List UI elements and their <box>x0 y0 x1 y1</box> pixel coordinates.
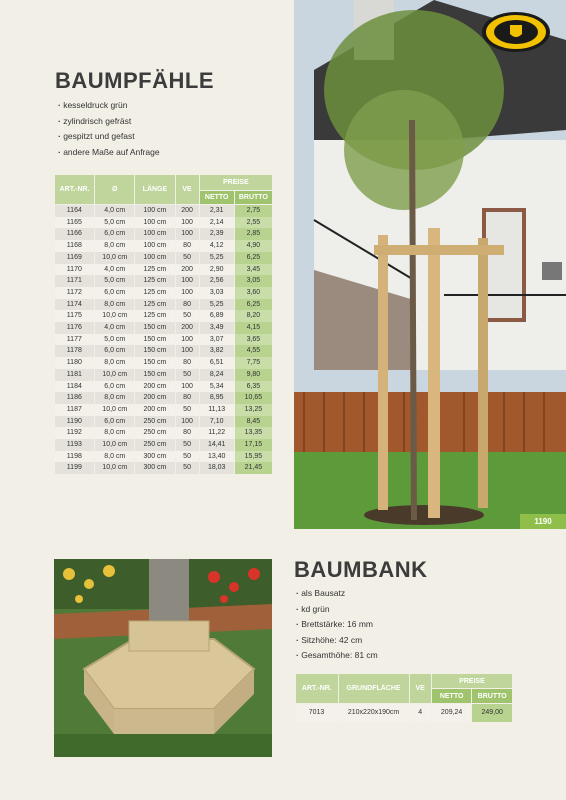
table-cell: 1164 <box>55 205 95 217</box>
table-cell: 6,25 <box>234 252 272 264</box>
table-cell: 125 cm <box>135 275 175 287</box>
tree-bench-illustration <box>54 559 272 757</box>
table-cell: 2,90 <box>199 264 234 276</box>
col-header-art: ART.-NR. <box>296 674 339 704</box>
table-row <box>55 404 273 416</box>
table-cell: 50 <box>175 252 199 264</box>
table-cell: 2,55 <box>234 217 272 229</box>
table-cell: 250 cm <box>135 427 175 439</box>
feature-list-baumpfaehle <box>58 98 160 160</box>
table-cell: 100 cm <box>135 252 175 264</box>
feature-item: · kesseldruck grün <box>58 98 160 114</box>
table-cell: 3,49 <box>199 322 234 334</box>
table-cell: 4 <box>409 704 431 723</box>
table-cell: 21,45 <box>234 462 272 474</box>
table-cell: 4,90 <box>234 240 272 252</box>
col-header-preise: PREISE <box>431 674 512 689</box>
table-cell: 10,0 cm <box>95 369 135 381</box>
table-cell: 1175 <box>55 310 95 322</box>
col-header-diameter: Ø <box>95 175 135 205</box>
table-cell: 50 <box>175 310 199 322</box>
feature-list-baumbank <box>296 586 378 664</box>
table-cell: 6,0 cm <box>95 228 135 240</box>
table-cell: 11,22 <box>199 427 234 439</box>
table-cell: 6,25 <box>234 299 272 311</box>
table-cell: 2,39 <box>199 228 234 240</box>
table-row <box>55 299 273 311</box>
table-row <box>55 357 273 369</box>
table-cell: 1193 <box>55 439 95 451</box>
col-header-brutto: BRUTTO <box>472 689 513 704</box>
table-cell: 10,0 cm <box>95 252 135 264</box>
table-row <box>296 704 513 723</box>
table-cell: 2,85 <box>234 228 272 240</box>
table-cell: 15,95 <box>234 451 272 463</box>
table-cell: 1198 <box>55 451 95 463</box>
table-cell: 6,0 cm <box>95 287 135 299</box>
table-cell: 200 <box>175 264 199 276</box>
table-cell: 1192 <box>55 427 95 439</box>
table-cell: 8,0 cm <box>95 451 135 463</box>
table-cell: 1199 <box>55 462 95 474</box>
table-cell: 100 <box>175 345 199 357</box>
table-cell: 1170 <box>55 264 95 276</box>
table-cell: 8,0 cm <box>95 299 135 311</box>
table-cell: 1165 <box>55 217 95 229</box>
table-cell: 1174 <box>55 299 95 311</box>
feature-item: · als Bausatz <box>296 586 378 602</box>
photo-tree-stakes <box>294 0 566 529</box>
table-cell: 3,03 <box>199 287 234 299</box>
table-row <box>55 381 273 393</box>
table-cell: 250 cm <box>135 416 175 428</box>
table-cell: 1186 <box>55 392 95 404</box>
table-cell: 1166 <box>55 228 95 240</box>
col-header-preise: PREISE <box>199 175 272 191</box>
table-cell: 200 cm <box>135 404 175 416</box>
price-table-body <box>296 704 513 723</box>
photo-tree-bench <box>54 559 272 757</box>
table-cell: 125 cm <box>135 264 175 276</box>
feature-item: · Gesamthöhe: 81 cm <box>296 648 378 664</box>
table-cell: 14,41 <box>199 439 234 451</box>
table-cell: 7013 <box>296 704 339 723</box>
table-row <box>55 345 273 357</box>
table-row <box>55 240 273 252</box>
feature-item: · Brettstärke: 16 mm <box>296 617 378 633</box>
table-cell: 1187 <box>55 404 95 416</box>
photo-caption-tag: 1190 <box>520 514 566 529</box>
table-row <box>55 439 273 451</box>
table-cell: 100 cm <box>135 217 175 229</box>
table-row <box>55 427 273 439</box>
table-cell: 8,95 <box>199 392 234 404</box>
table-row <box>55 334 273 346</box>
table-cell: 100 <box>175 287 199 299</box>
table-cell: 1190 <box>55 416 95 428</box>
table-cell: 1178 <box>55 345 95 357</box>
col-header-ve: VE <box>175 175 199 205</box>
table-cell: 6,35 <box>234 381 272 393</box>
table-cell: 8,20 <box>234 310 272 322</box>
table-cell: 10,0 cm <box>95 462 135 474</box>
table-cell: 10,65 <box>234 392 272 404</box>
table-cell: 2,14 <box>199 217 234 229</box>
table-cell: 17,15 <box>234 439 272 451</box>
feature-item: · gespitzt und gefast <box>58 129 160 145</box>
table-cell: 10,0 cm <box>95 439 135 451</box>
table-cell: 80 <box>175 427 199 439</box>
col-header-ve: VE <box>409 674 431 704</box>
table-cell: 4,0 cm <box>95 322 135 334</box>
table-cell: 13,40 <box>199 451 234 463</box>
chromfrei-badge <box>480 10 552 54</box>
table-cell: 1171 <box>55 275 95 287</box>
table-cell: 3,82 <box>199 345 234 357</box>
table-cell: 8,0 cm <box>95 357 135 369</box>
table-cell: 125 cm <box>135 299 175 311</box>
table-cell: 8,45 <box>234 416 272 428</box>
table-cell: 80 <box>175 357 199 369</box>
table-cell: 7,75 <box>234 357 272 369</box>
table-cell: 5,0 cm <box>95 217 135 229</box>
table-cell: 249,00 <box>472 704 513 723</box>
table-cell: 1180 <box>55 357 95 369</box>
table-cell: 50 <box>175 462 199 474</box>
table-row <box>55 322 273 334</box>
table-cell: 50 <box>175 439 199 451</box>
table-cell: 4,12 <box>199 240 234 252</box>
col-header-length: LÄNGE <box>135 175 175 205</box>
table-cell: 3,45 <box>234 264 272 276</box>
table-row <box>55 275 273 287</box>
table-cell: 80 <box>175 392 199 404</box>
table-cell: 11,13 <box>199 404 234 416</box>
table-row <box>55 310 273 322</box>
table-cell: 100 <box>175 275 199 287</box>
table-cell: 80 <box>175 240 199 252</box>
table-cell: 8,0 cm <box>95 427 135 439</box>
table-cell: 9,80 <box>234 369 272 381</box>
table-cell: 300 cm <box>135 462 175 474</box>
table-cell: 200 cm <box>135 392 175 404</box>
feature-item: · andere Maße auf Anfrage <box>58 145 160 161</box>
col-header-netto: NETTO <box>431 689 472 704</box>
table-cell: 209,24 <box>431 704 472 723</box>
table-cell: 3,60 <box>234 287 272 299</box>
table-cell: 100 cm <box>135 240 175 252</box>
table-row <box>55 252 273 264</box>
table-cell: 4,15 <box>234 322 272 334</box>
price-table-baumbank <box>295 673 513 722</box>
table-cell: 2,75 <box>234 205 272 217</box>
table-cell: 100 <box>175 217 199 229</box>
table-cell: 8,24 <box>199 369 234 381</box>
table-cell: 4,0 cm <box>95 205 135 217</box>
feature-item: · kd grün <box>296 602 378 618</box>
table-cell: 4,0 cm <box>95 264 135 276</box>
table-cell: 1177 <box>55 334 95 346</box>
table-cell: 5,0 cm <box>95 334 135 346</box>
table-cell: 6,0 cm <box>95 381 135 393</box>
table-row <box>55 228 273 240</box>
table-cell: 7,10 <box>199 416 234 428</box>
table-cell: 210x220x190cm <box>338 704 409 723</box>
table-cell: 200 <box>175 322 199 334</box>
col-header-netto: NETTO <box>199 191 234 205</box>
table-cell: 3,05 <box>234 275 272 287</box>
table-cell: 5,25 <box>199 299 234 311</box>
table-cell: 125 cm <box>135 287 175 299</box>
table-cell: 150 cm <box>135 322 175 334</box>
chromfrei-badge-graphic <box>480 10 552 54</box>
table-row <box>55 264 273 276</box>
price-table-baumpfaehle <box>54 174 273 474</box>
table-cell: 1169 <box>55 252 95 264</box>
table-cell: 3,65 <box>234 334 272 346</box>
table-cell: 13,25 <box>234 404 272 416</box>
feature-item: · Sitzhöhe: 42 cm <box>296 633 378 649</box>
table-cell: 6,89 <box>199 310 234 322</box>
table-cell: 100 <box>175 228 199 240</box>
feature-item: · zylindrisch gefräst <box>58 114 160 130</box>
table-cell: 1168 <box>55 240 95 252</box>
table-cell: 125 cm <box>135 310 175 322</box>
table-cell: 5,25 <box>199 252 234 264</box>
table-cell: 150 cm <box>135 334 175 346</box>
table-cell: 1181 <box>55 369 95 381</box>
table-cell: 100 <box>175 381 199 393</box>
table-cell: 50 <box>175 404 199 416</box>
table-cell: 50 <box>175 451 199 463</box>
table-cell: 1176 <box>55 322 95 334</box>
table-cell: 200 <box>175 205 199 217</box>
table-cell: 2,56 <box>199 275 234 287</box>
table-cell: 6,51 <box>199 357 234 369</box>
table-row <box>55 416 273 428</box>
table-row <box>55 205 273 217</box>
tree-stakes-illustration <box>294 0 566 529</box>
table-cell: 5,34 <box>199 381 234 393</box>
table-row <box>55 287 273 299</box>
table-cell: 80 <box>175 299 199 311</box>
table-row <box>55 392 273 404</box>
table-cell: 3,07 <box>199 334 234 346</box>
table-cell: 4,55 <box>234 345 272 357</box>
table-cell: 1184 <box>55 381 95 393</box>
table-cell: 150 cm <box>135 357 175 369</box>
table-cell: 300 cm <box>135 451 175 463</box>
table-cell: 100 cm <box>135 205 175 217</box>
table-row <box>55 217 273 229</box>
table-cell: 250 cm <box>135 439 175 451</box>
table-row <box>55 369 273 381</box>
table-cell: 150 cm <box>135 369 175 381</box>
section-title-baumpfaehle: BAUMPFÄHLE <box>55 68 214 93</box>
col-header-grundflaeche: GRUNDFLÄCHE <box>338 674 409 704</box>
table-row <box>55 462 273 474</box>
price-table-body <box>55 205 273 475</box>
table-row <box>55 451 273 463</box>
col-header-brutto: BRUTTO <box>234 191 272 205</box>
table-cell: 100 cm <box>135 228 175 240</box>
table-cell: 8,0 cm <box>95 240 135 252</box>
table-cell: 150 cm <box>135 345 175 357</box>
table-cell: 200 cm <box>135 381 175 393</box>
table-cell: 100 <box>175 416 199 428</box>
table-cell: 10,0 cm <box>95 310 135 322</box>
table-cell: 10,0 cm <box>95 404 135 416</box>
table-cell: 8,0 cm <box>95 392 135 404</box>
table-cell: 100 <box>175 334 199 346</box>
section-title-baumbank: BAUMBANK <box>294 557 428 582</box>
table-cell: 6,0 cm <box>95 416 135 428</box>
table-cell: 1172 <box>55 287 95 299</box>
table-cell: 13,35 <box>234 427 272 439</box>
table-cell: 5,0 cm <box>95 275 135 287</box>
table-cell: 18,03 <box>199 462 234 474</box>
table-cell: 2,31 <box>199 205 234 217</box>
table-cell: 6,0 cm <box>95 345 135 357</box>
col-header-art: ART.-NR. <box>55 175 95 205</box>
table-cell: 50 <box>175 369 199 381</box>
